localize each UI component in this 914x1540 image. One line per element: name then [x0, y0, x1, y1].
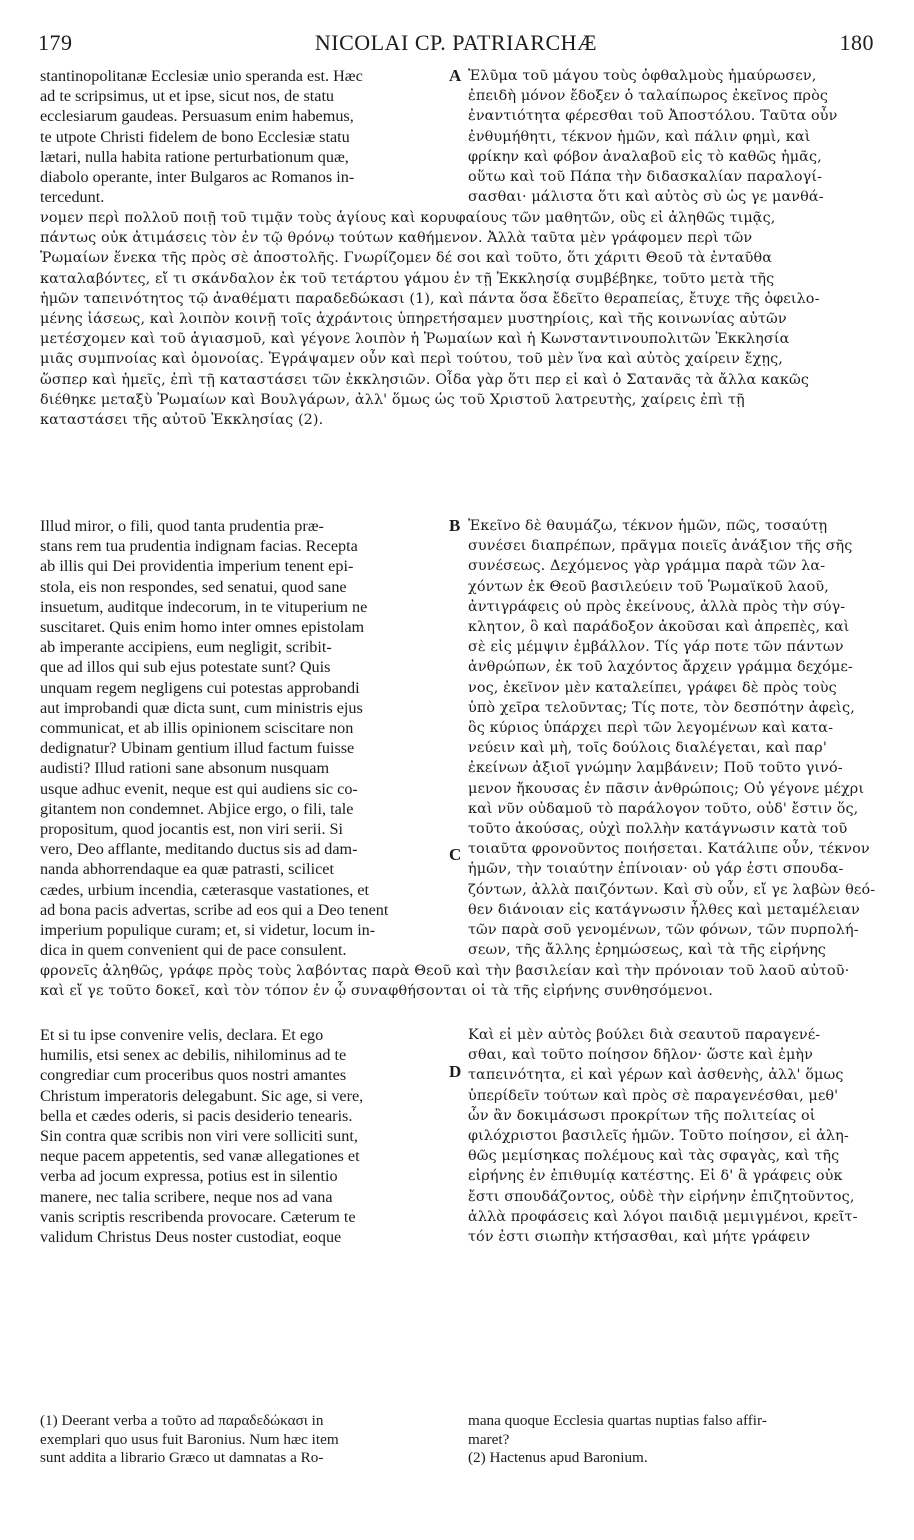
text-line: τοῦτο ἀκούσας, οὐχὶ πολλὴν κατάγνωσιν κατὰ τοῦ	[468, 821, 848, 838]
text-line: καὶ νῦν οὐδαμοῦ τὸ παράλογον τοῦτο, οὐδ' ἔστιν ὅς,	[468, 800, 859, 817]
latin-column-section-3	[40, 1025, 438, 1247]
page-header	[38, 30, 874, 62]
text-line: τῶν παρὰ σοῦ γενομένων, τῶν φόνων, τῶν πυρπολή-	[468, 922, 859, 939]
text-line: συνέσεως. Δεχόμενος γὰρ γράμμα παρὰ τῶν λα-	[468, 558, 826, 575]
text-line: μένης ἰάσεως, καὶ λοιπὸν κοινῇ τοῖς ἀχράντοις ὑπηρετήσαμεν μυστηρίοις, καὶ τῆς κοινωνίας αὐτῶν	[40, 311, 787, 328]
text-line: ἐκείνων ἀξιοῖ γνώμην λαμβάνειν; Ποῦ τοῦτο γινό-	[468, 760, 843, 777]
text-line: nanda abhorrendaque ea quæ patrasti, scilicet	[40, 860, 334, 879]
text-line: ὑπερίδεῖν τούτων καὶ πρὸς σὲ παραγενέσθαι, μεθ'	[468, 1087, 839, 1104]
text-line: θῶς μεμίσηκας πολέμους καὶ τὰς σφαγὰς, καὶ τῆς	[468, 1148, 840, 1165]
text-line: Ῥωμαίων ἕνεκα τῆς πρὸς σὲ ἀποστολῆς. Γνωρίζομεν δέ σοι καὶ τοῦτο, ὅτι χάριτι Θεοῦ τὰ ἐνταῦθα	[40, 250, 773, 267]
latin-column-section-2	[40, 516, 438, 960]
text-line: καὶ εἴ γε τοῦτο δοκεῖ, καὶ τὸν τόπον ἐν ᾧ συναφθήσονται οἱ τὰ τῆς εἰρήνης συνθησόμενοι.	[40, 983, 713, 1000]
text-line: tercedunt.	[40, 188, 105, 207]
text-line: οὕτω καὶ τοῦ Πάπα τὴν διδασκαλίαν παραλογί-	[468, 169, 823, 186]
text-line: φρίκην καὶ φόβον ἀναλαβοῦ εἰς τὸ καθῶς ἡμᾶς,	[468, 148, 822, 165]
text-line: vero, Deo afflante, meditando ductus sis ad dam-	[40, 840, 358, 859]
text-line: μιᾶς συμπνοίας καὶ ὁμονοίας. Ἐγράψαμεν οὖν καὶ περὶ τούτου, τοῦ μὲν ἵνα καὶ αὐτὸς χαίρειν ἔχῃς,	[40, 351, 783, 368]
text-line: exemplari quo usus fuit Baronius. Num hæc item	[40, 1430, 339, 1448]
text-line: κλητον, ὃ καὶ παράδοξον ἀκοῦσαι καὶ ἀπρεπὲς, καὶ	[468, 619, 850, 636]
text-line: (1) Deerant verba a τοῦτο ad παραδεδώκασι in	[40, 1412, 324, 1429]
text-line: imperium populique curam; et, si videtur, locum in-	[40, 921, 376, 940]
text-line: σασθαι· μάλιστα ὅτι καὶ αὐτὸς σὺ ὡς γε μανθά-	[468, 189, 824, 206]
text-line: stola, eis non respondes, sed senatui, quod sane	[40, 577, 347, 596]
page-number-left: 179	[38, 30, 73, 55]
text-line: Καὶ εἰ μὲν αὐτὸς βούλει διὰ σεαυτοῦ παραγενέ-	[468, 1027, 821, 1043]
text-line: (2) Hactenus apud Baronium.	[468, 1449, 648, 1466]
text-line: ταπεινότητα, εἰ καὶ γέρων καὶ ἀσθενὴς, ἀλλ' ὅμως	[468, 1067, 844, 1084]
text-line: insuetum, auditque indecorum, in te vituperium ne	[40, 597, 368, 616]
text-line: mana quoque Ecclesia quartas nuptias falso affir-	[468, 1412, 767, 1429]
text-line: σὲ εἰς μέμψιν ἐμβάλλον. Τίς γάρ ποτε τῶν πάντων	[468, 639, 844, 656]
text-line: Illud miror, o fili, quod tanta prudentia præ-	[40, 517, 324, 535]
text-line: audisti? Illud rationi sane absonum nusquam	[40, 759, 330, 778]
text-line: Ἐλῦμα τοῦ μάγου τοὺς ὀφθαλμοὺς ἠμαύρωσεν,	[468, 68, 817, 84]
text-line: νεύειν καὶ μὴ, τοῖς δούλοις διαλέγεται, καὶ παρ'	[468, 740, 827, 757]
text-line: ad te scripsimus, ut et ipse, sicut nos, de statu	[40, 87, 335, 106]
text-line: εἰρήνης ἐν ἐπιθυμίᾳ κατέστης. Εἰ δ' ἃ γράφεις οὐκ	[468, 1168, 843, 1185]
text-line: ἐνθυμήθητι, τέκνον ἡμῶν, καὶ πάλιν φημὶ, καὶ	[468, 128, 811, 145]
latin-column-section-1	[40, 66, 438, 207]
text-line: ab imperante accipiens, eum negligit, scribit-	[40, 638, 332, 657]
text-line: ζόντων, ἀλλὰ παιζόντων. Καὶ σὺ οὖν, εἴ γε λαβὼν θεό-	[468, 881, 876, 898]
text-line: que ad illos qui sub ejus potestate sunt? Quis	[40, 658, 331, 677]
footnotes-right	[468, 1412, 878, 1468]
text-line: vanis scriptis rescribenda provocare. Cæterum te	[40, 1207, 356, 1226]
text-line: ὑπὸ χεῖρα τελοῦντας; Τίς ποτε, τὸν δεσπότην ἀφεὶς,	[468, 699, 855, 716]
text-line: νομεν περὶ πολλοῦ ποιῇ τοῦ τιμᾷν τοὺς ἁγίους καὶ κορυφαίους τῶν μαθητῶν, οὓς εἰ ἀληθῶς τιμᾷς,	[40, 210, 776, 226]
text-line: διέθηκε μεταξὺ Ῥωμαίων καὶ Βουλγάρων, ἀλλ' ὅμως ὡς τοῦ Χριστοῦ λατρευτὴς, χαίρεις ἐπὶ τῇ	[40, 391, 745, 408]
text-line: maret?	[468, 1430, 510, 1448]
text-line: μενον ἤκουσας ἐν πᾶσιν ἀνθρώποις; Οὐ γέγονε μέχρι	[468, 780, 865, 797]
text-line: τοιαῦτα φρονοῦντος ποιήσεται. Κατάλιπε οὖν, τέκνον	[468, 841, 870, 858]
greek-column-section-2	[468, 516, 878, 960]
text-line: Ἐκεῖνο δὲ θαυμάζω, τέκνον ἡμῶν, πῶς, τοσαύτῃ	[468, 518, 828, 534]
text-line: te utpote Christi fidelem de bono Ecclesiæ statu	[40, 127, 350, 146]
text-line: gitantem non condemnet. Abjice ergo, o fili, tale	[40, 799, 354, 818]
text-line: neque pacem appetentis, sed vanæ allegationes et	[40, 1147, 360, 1166]
text-line: communicat, et ab illis opinionem sciscitare non	[40, 719, 354, 738]
greek-column-section-1	[468, 66, 878, 207]
text-line: lætari, nulla habita ratione perturbationum quæ,	[40, 147, 349, 166]
text-line: dica in quem convenient qui de pace consulent.	[40, 941, 347, 960]
text-line: ecclesiarum gaudeas. Persuasum enim habemus,	[40, 107, 354, 126]
text-line: ἐπειδὴ μόνον ἔδοξεν ὁ ταλαίπωρος ἐκεῖνος πρὸς	[468, 88, 828, 105]
text-line: usque adhuc evenit, neque est qui audiens sic co-	[40, 779, 358, 798]
text-line: θεν διάνοιαν εἰς κατάγνωσιν ἦλθες καὶ μεταμέλειαν	[468, 901, 860, 918]
text-line: suscitaret. Quis enim homo inter omnes epistolam	[40, 618, 365, 637]
text-line: validum Christus Deus noster custodiat, eoque	[40, 1228, 342, 1247]
text-line: stans rem tua prudentia indignam facias. Recepta	[40, 537, 358, 556]
text-line: νος, ἐκεῖνον μὲν καταλείπει, γράφει δὲ πρὸς τοὺς	[468, 679, 837, 696]
text-line: ὥσπερ καὶ ἡμεῖς, ἐπὶ τῇ καταστάσει τῶν ἐκκλησιῶν. Οἶδα γὰρ ὅτι περ εἰ καὶ ὁ Σατανᾶς τὰ ἄλλα κακῶς	[40, 371, 809, 388]
text-line: ἀντιγράφεις οὐ πρὸς ἐκείνους, ἀλλὰ πρὸς τὴν σύγ-	[468, 598, 846, 615]
text-line: unquam regem negligens cui potestas approbandi	[40, 678, 360, 697]
text-line: καταστάσει τῆς αὐτοῦ Ἐκκλησίας (2).	[40, 412, 324, 429]
text-line: μετέσχομεν καὶ τοῦ ἁγιασμοῦ, καὶ γέγονε λοιπὸν ἡ Ῥωμαίων καὶ ἡ Κωνσταντινουπολιτῶν Ἐκκλησία	[40, 331, 790, 348]
text-line: aut improbandi quæ dicta sunt, cum ministris ejus	[40, 698, 363, 717]
greek-full-width-section-1	[40, 208, 878, 430]
text-line: σθαι, καὶ τοῦτο ποίησον δῆλον· ὥστε καὶ ἐμὴν	[468, 1047, 813, 1064]
text-line: ἀνθρώπων, ἐκ τοῦ λαχόντος ἄρχειν γράμμα δεχόμε-	[468, 659, 853, 676]
text-line: stantinopolitanæ Ecclesiæ unio speranda est. Hæc	[40, 67, 363, 85]
greek-column-section-3	[468, 1025, 878, 1247]
text-line: χόντων ἐκ Θεοῦ βασιλεύειν τοῦ Ῥωμαϊκοῦ λαοῦ,	[468, 578, 829, 595]
text-line: verba ad jocum expressa, potius est in silentio	[40, 1167, 338, 1186]
text-line: congrediar cum proceribus quos nostri amantes	[40, 1066, 347, 1085]
footnotes-left	[40, 1412, 438, 1468]
text-line: φρονεῖς ἀληθῶς, γράφε πρὸς τοὺς λαβόντας παρὰ Θεοῦ καὶ τὴν βασιλείαν καὶ τὴν πρόνοιαν τοῦ λαοῦ αὐτοῦ·	[40, 963, 850, 979]
text-line: ἔστι σπουδάζοντος, οὐδὲ τὴν εἰρήνην ἐπιζητοῦντος,	[468, 1188, 855, 1205]
text-line: πάντως οὐκ ἀτιμάσεις τὸν ἐν τῷ θρόνῳ τούτων καθήμενον. Ἀλλὰ ταῦτα μὲν γράφομεν περὶ τῶν	[40, 230, 753, 247]
text-line: καταλαβόντες, εἴ τι σκάνδαλον ἐκ τοῦ τετάρτου γάμου ἐν τῇ Ἐκκλησίᾳ συμβέβηκε, τοῦτο μετὰ τῆς	[40, 270, 775, 287]
page-number-right: 180	[839, 30, 874, 55]
text-line: σεων, τῆς ἄλλης ἐρημώσεως, καὶ τὰ τῆς εἰρήνης	[468, 942, 826, 959]
text-line: ἐναντιότητα φέρεσθαι τοῦ Ἀποστόλου. Ταῦτα οὖν	[468, 108, 838, 125]
text-line: ὧν ἂν δοκιμάσωσι προκρίτων τῆς πολιτείας οἱ	[468, 1107, 816, 1124]
text-line: dedignatur? Ubinam gentium illud factum fuisse	[40, 739, 355, 758]
text-line: τόν ἐστι σιωπὴν κτήσασθαι, καὶ μήτε γράφειν	[468, 1229, 811, 1246]
text-line: Christum imperatoris delegabunt. Sic age, si vere,	[40, 1086, 364, 1105]
text-line: propositum, quod jocantis est, non viri serii. Si	[40, 820, 344, 839]
text-line: humilis, etsi senex ac debilis, nihilominus ad te	[40, 1046, 347, 1065]
text-line: ἡμῶν ταπεινότητος τῷ ἀναθέματι παραδεδώκασι (1), καὶ πάντα ὅσα ἔδεῖτο θεραπείας, ἔτυχε τῆς ὀφειλο-	[40, 290, 820, 307]
text-line: sunt addita a librario Græco ut damnatas a Ro-	[40, 1449, 324, 1466]
text-line: Et si tu ipse convenire velis, declara. Et ego	[40, 1026, 324, 1044]
greek-full-width-section-2	[40, 961, 878, 1001]
text-line: cædes, urbium incendia, cæterasque vastationes, et	[40, 880, 370, 899]
running-title: NICOLAI CP. PATRIARCHÆ	[314, 30, 598, 55]
margin-marker-c: C	[449, 845, 462, 864]
text-line: συνέσει διαπρέπων, πρᾶγμα ποιεῖς ἀνάξιον τῆς σῆς	[468, 538, 853, 555]
text-line: diabolo operante, inter Bulgaros ac Romanos in-	[40, 168, 355, 187]
text-line: ἡμῶν, τὴν τοιαύτην ἐπίνοιαν· οὐ γάρ ἐστι σπουδα-	[468, 861, 844, 878]
margin-marker-a: A	[449, 66, 462, 85]
text-line: φιλόχριστοι βασιλεῖς ἡμῶν. Τοῦτο ποίησον, εἰ ἀλη-	[468, 1128, 849, 1145]
margin-marker-d: D	[449, 1062, 462, 1081]
text-line: manere, nec talia scribere, neque nos ad vana	[40, 1187, 333, 1206]
text-line: ab illis qui Dei providentia imperium tenent epi-	[40, 557, 354, 576]
margin-marker-b: B	[449, 516, 461, 535]
text-line: Sin contra quæ scribis non viri vere solliciti sunt,	[40, 1127, 358, 1146]
text-line: ad bona pacis advertas, scribe ad eos qui a Deo tenent	[40, 900, 389, 919]
text-line: bella et cædes oderis, si pacis desiderio tenearis.	[40, 1106, 353, 1125]
text-line: ἀλλὰ προφάσεις καὶ λόγοι παιδιᾷ μεμιγμένοι, κρεῖτ-	[468, 1208, 858, 1225]
text-line: ὃς κύριος ὑπάρχει περὶ τῶν λεγομένων καὶ κατα-	[468, 720, 834, 737]
